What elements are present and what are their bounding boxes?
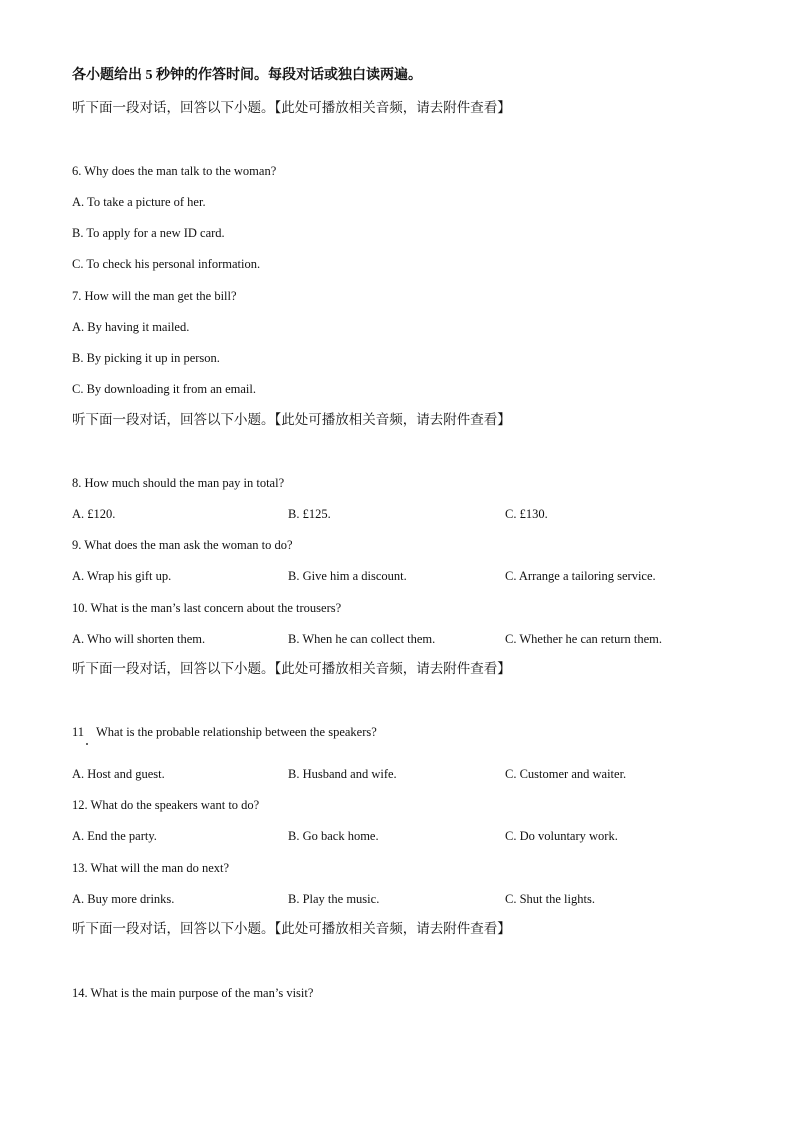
question-14: 14. What is the main purpose of the man’s visit? [72,986,314,1000]
q10-option-a: A. Who will shorten them. [72,632,206,646]
q9-option-b: B. Give him a discount. [288,569,407,583]
question-8: 8. How much should the man pay in total? [72,476,285,490]
q8-option-b: B. £125. [288,507,331,521]
q10-option-b: B. When he can collect them. [288,632,436,646]
q6-option-a: A. To take a picture of her. [72,195,206,209]
question-10: 10. What is the man’s last concern about the trousers? [72,601,342,615]
question-12: 12. What do the speakers want to do? [72,798,260,812]
question-6: 6. Why does the man talk to the woman? [72,164,277,178]
question-11-dot [86,743,88,745]
q6-option-b: B. To apply for a new ID card. [72,226,225,240]
q11-option-b: B. Husband and wife. [288,767,397,781]
q8-option-c: C. £130. [505,507,548,521]
q9-option-c: C. Arrange a tailoring service. [505,569,656,583]
q13-option-b: B. Play the music. [288,892,380,906]
dialogue-prompt: 听下面一段对话，回答以下小题。【此处可播放相关音频，请去附件查看】 [72,412,511,427]
q11-option-c: C. Customer and waiter. [505,767,627,781]
section-instructions: 各小题给出 5 秒钟的作答时间。每段对话或独白读两遍。 [72,68,422,83]
q9-option-a: A. Wrap his gift up. [72,569,172,583]
question-9: 9. What does the man ask the woman to do? [72,538,293,552]
q13-option-c: C. Shut the lights. [505,892,595,906]
q7-option-b: B. By picking it up in person. [72,351,220,365]
dialogue-prompt: 听下面一段对话，回答以下小题。【此处可播放相关音频，请去附件查看】 [72,100,511,115]
q12-option-c: C. Do voluntary work. [505,829,618,843]
q11-option-a: A. Host and guest. [72,767,165,781]
q10-option-c: C. Whether he can return them. [505,632,663,646]
question-13: 13. What will the man do next? [72,861,230,875]
question-7: 7. How will the man get the bill? [72,289,237,303]
q8-option-a: A. £120. [72,507,116,521]
q12-option-b: B. Go back home. [288,829,379,843]
q6-option-c: C. To check his personal information. [72,257,261,271]
dialogue-prompt: 听下面一段对话，回答以下小题。【此处可播放相关音频，请去附件查看】 [72,661,511,676]
q13-option-a: A. Buy more drinks. [72,892,175,906]
question-11-number: 11 [72,725,85,739]
q7-option-a: A. By having it mailed. [72,320,190,334]
question-11: What is the probable relationship between the speakers? [96,725,377,739]
dialogue-prompt: 听下面一段对话，回答以下小题。【此处可播放相关音频，请去附件查看】 [72,921,511,936]
q7-option-c: C. By downloading it from an email. [72,382,257,396]
q12-option-a: A. End the party. [72,829,157,843]
